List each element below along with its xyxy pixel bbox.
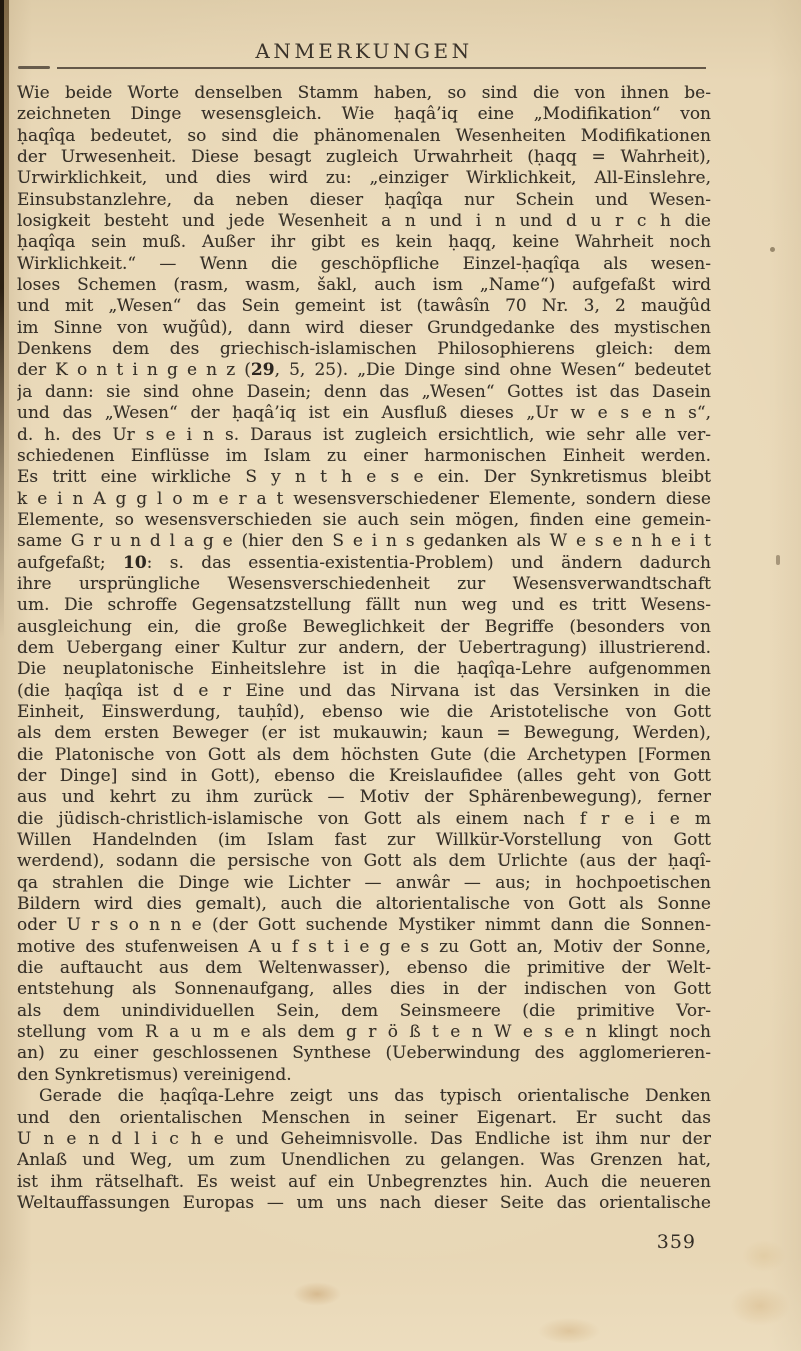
text-line: losigkeit besteht und jede Wesenheit a n und i n und d u r c h die: [17, 211, 711, 232]
text-line: same G r u n d l a g e (hier den S e i n s gedanken als W e s e n h e i t: [17, 531, 711, 552]
foxing-stain: [730, 1286, 790, 1326]
text-line: werdend), sodann die persische von Gott als dem Urlichte (aus der ḥaqî-: [17, 851, 711, 872]
text-line: (die ḥaqîqa ist d e r Eine und das Nirvana ist das Versinken in die: [17, 680, 711, 701]
text-line: Die neuplatonische Einheitslehre ist in die ḥaqîqa-Lehre aufgenommen: [17, 659, 711, 680]
text-line: ḥaqîqa bedeutet, so sind die phänomenalen Wesenheiten Modifikationen: [17, 125, 711, 146]
text-line: d. h. des Ur s e i n s. Daraus ist zugleich ersichtlich, wie sehr alle ver-: [17, 424, 711, 445]
foxing-stain: [293, 1282, 341, 1306]
text-line: Denkens dem des griechisch-islamischen Philosophierens gleich: dem: [17, 339, 711, 360]
text-line: Urwirklichkeit, und dies wird zu: „einziger Wirklichkeit, All-Einslehre,: [17, 168, 711, 189]
ink-speck: [776, 555, 780, 565]
page-title: ANMERKUNGEN: [255, 39, 473, 63]
text-line: Anlaß und Weg, um zum Unendlichen zu gelangen. Was Grenzen hat,: [17, 1150, 711, 1171]
text-line: Willen Handelnden (im Islam fast zur Willkür-Vorstellung von Gott: [17, 830, 711, 851]
text-line: Wirklichkeit.“ — Wenn die geschöpfliche Einzel-ḥaqîqa als wesen-: [17, 253, 711, 274]
text-line: Einsubstanzlehre, da neben dieser ḥaqîqa nur Schein und Wesen-: [17, 189, 711, 210]
foxing-stain: [742, 1240, 786, 1272]
text-line: qa strahlen die Dinge wie Lichter — anwâr — aus; in hochpoetischen: [17, 872, 711, 893]
text-line: die jüdisch-christlich-islamische von Gott als einem nach f r e i e m: [17, 808, 711, 829]
text-line: im Sinne von wuğûd), dann wird dieser Grundgedanke des mystischen: [17, 317, 711, 338]
text-line: und das „Wesen“ der ḥaqâ’iq ist ein Ausfluß dieses „Ur w e s e n s“,: [17, 403, 711, 424]
text-line: aufgefaßt; 10: s. das essentia-existentia-Problem) und ändern dadurch: [17, 552, 711, 573]
page-number: 359: [656, 1231, 696, 1253]
text-line: ausgleichung ein, die große Beweglichkeit der Begriffe (besonders von: [17, 616, 711, 637]
text-line: an) zu einer geschlossenen Synthese (Ueberwindung des agglomerieren-: [17, 1043, 711, 1064]
text-line: der K o n t i n g e n z (29, 5, 25). „Die Dinge sind ohne Wesen“ bedeutet: [17, 360, 711, 381]
text-line: Elemente, so wesensverschieden sie auch sein mögen, finden eine gemein-: [17, 509, 711, 530]
text-line: ḥaqîqa sein muß. Außer ihr gibt es kein ḥaqq, keine Wahrheit noch: [17, 232, 711, 253]
text-line: Gerade die ḥaqîqa-Lehre zeigt uns das typisch orientalische Denken: [39, 1086, 711, 1107]
text-line: der Dinge] sind in Gott), ebenso die Kreislaufidee (alles geht von Gott: [17, 766, 711, 786]
text-line: als dem unindividuellen Sein, dem Seinsmeere (die primitive Vor-: [17, 1000, 711, 1021]
text-line: oder U r s o n n e (der Gott suchende Mystiker nimmt dann die Sonnen-: [17, 915, 711, 936]
text-line: der Urwesenheit. Diese besagt zugleich Urwahrheit (ḥaqq = Wahrheit),: [17, 147, 711, 168]
text-line: ihre ursprüngliche Wesensverschiedenheit zur Wesensverwandtschaft: [17, 573, 711, 594]
text-line: Bildern wird dies gemalt), auch die altorientalische von Gott als Sonne: [17, 894, 711, 915]
text-line: Es tritt eine wirkliche S y n t h e s e ein. Der Synkretismus bleibt: [17, 467, 711, 488]
text-line: den Synkretismus) vereinigend.: [17, 1064, 292, 1085]
text-line: ja dann: sie sind ohne Dasein; denn das „Wesen“ Gottes ist das Dasein: [17, 381, 711, 402]
text-line: die auftaucht aus dem Weltenwasser), ebenso die primitive der Welt-: [17, 958, 711, 979]
text-line: loses Schemen (rasm, wasm, šakl, auch ism „Name“) aufgefaßt wird: [17, 275, 711, 296]
text-line: als dem ersten Beweger (er ist mukauwin; kaun = Bewegung, Werden),: [17, 723, 711, 744]
text-line: zeichneten Dinge wesensgleich. Wie ḥaqâ’iq eine „Modifikation“ von: [17, 104, 711, 125]
text-line: U n e n d l i c h e und Geheimnisvolle. Das Endliche ist ihm nur der: [17, 1128, 711, 1149]
text-line: die Platonische von Gott als dem höchsten Gute (die Archetypen [Formen: [17, 744, 711, 765]
text-line: schiedenen Einflüsse im Islam zu einer harmonischen Einheit werden.: [17, 445, 711, 466]
text-line: und mit „Wesen“ das Sein gemeint ist (tawâsîn 70 Nr. 3, 2 mauğûd: [17, 296, 711, 317]
text-line: motive des stufenweisen A u f s t i e g e s zu Gott an, Motiv der Sonne,: [17, 936, 711, 957]
text-line: aus und kehrt zu ihm zurück — Motiv der Sphärenbewegung), ferner: [17, 787, 711, 808]
text-line: um. Die schroffe Gegensatzstellung fällt nun weg und es tritt Wesens-: [17, 595, 711, 616]
text-line: Wie beide Worte denselben Stamm haben, so sind die von ihnen be-: [17, 83, 711, 103]
text-line: Weltauffassungen Europas — um uns nach dieser Seite das orientalische: [17, 1192, 711, 1213]
text-line: ist ihm rätselhaft. Es weist auf ein Unbegrenztes hin. Auch die neueren: [17, 1171, 711, 1192]
text-line: Einheit, Einswerdung, tauḥîd), ebenso wie die Aristotelische von Gott: [17, 701, 711, 722]
body-text: [17, 83, 711, 1214]
foxing-stain: [538, 1318, 600, 1344]
text-line: stellung vom R a u m e als dem g r ö ß t e n W e s e n klingt noch: [17, 1022, 711, 1043]
header-rule-dash: [18, 66, 50, 69]
text-line: und den orientalischen Menschen in seiner Eigenart. Er sucht das: [17, 1107, 711, 1128]
scan-gutter-highlight: [4, 0, 9, 560]
text-line: k e i n A g g l o m e r a t wesensverschiedener Elemente, sondern diese: [17, 488, 711, 509]
header-rule: [57, 67, 706, 69]
text-line: entstehung als Sonnenaufgang, alles dies in der indischen von Gott: [17, 979, 711, 1000]
ink-speck: [770, 247, 775, 252]
text-line: dem Uebergang einer Kultur zur andern, der Uebertragung) illustrierend.: [17, 637, 711, 658]
